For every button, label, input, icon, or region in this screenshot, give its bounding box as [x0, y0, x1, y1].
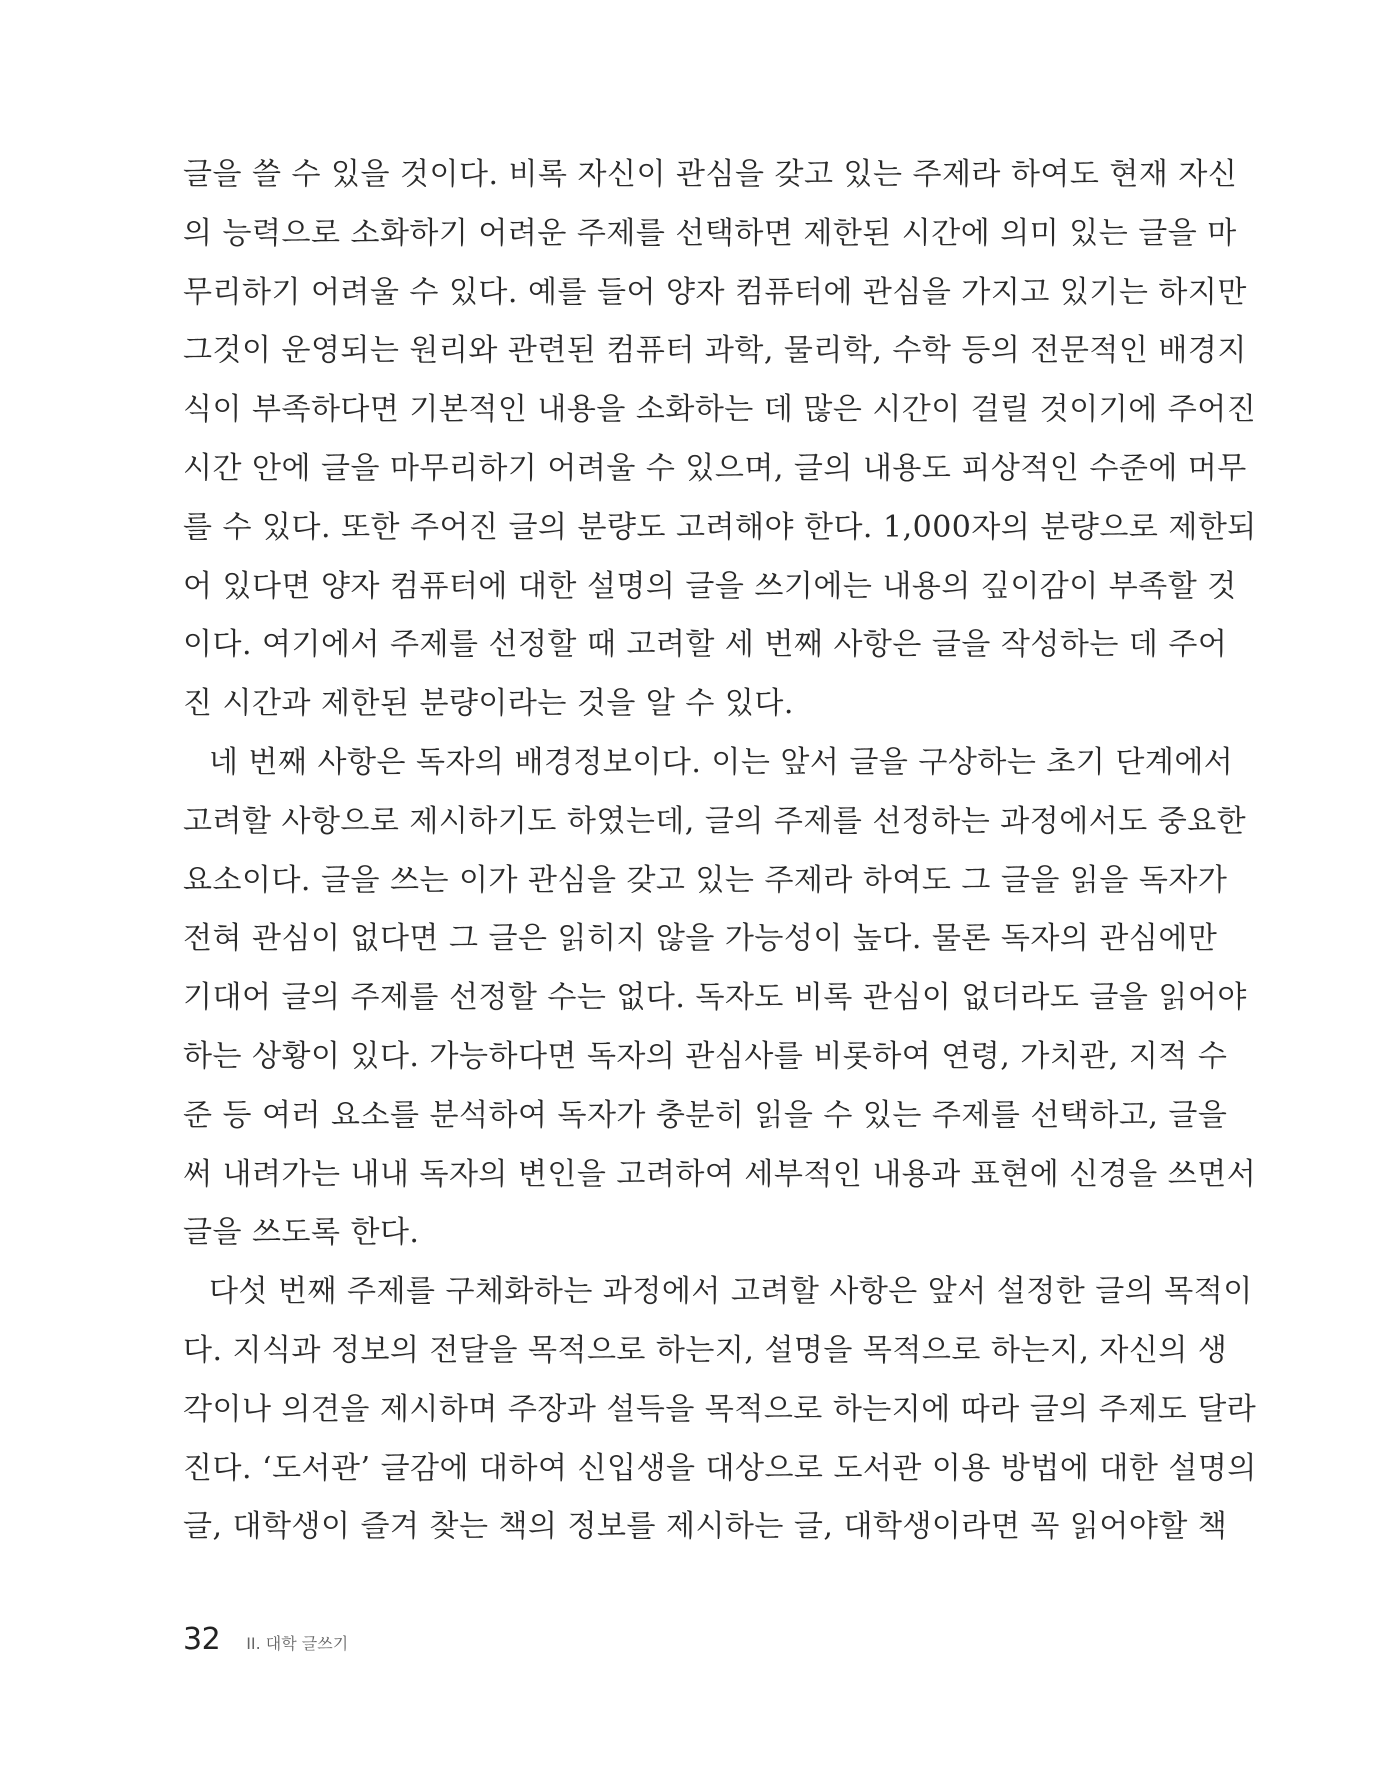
text-line: 이다. 여기에서 주제를 선정할 때 고려할 세 번째 사항은 글을 작성하는 데 주어: [183, 627, 1228, 663]
text-line: 요소이다. 글을 쓰는 이가 관심을 갖고 있는 주제라 하여도 그 글을 읽을 독자가: [183, 862, 1228, 898]
text-line: 전혀 관심이 없다면 그 글은 읽히지 않을 가능성이 높다. 물론 독자의 관심에만: [183, 921, 1218, 957]
text-line: 그것이 운영되는 원리와 관련된 컴퓨터 과학, 물리학, 수학 등의 전문적인 배경지: [183, 333, 1247, 369]
running-header: II. 대학 글쓰기: [246, 1634, 349, 1653]
text-line: 기대어 글의 주제를 선정할 수는 없다. 독자도 비록 관심이 없더라도 글을 읽어야: [183, 980, 1247, 1016]
paragraph-3: [183, 1263, 1257, 1557]
text-line: 하는 상황이 있다. 가능하다면 독자의 관심사를 비롯하여 연령, 가치관, 지적 수: [183, 1038, 1228, 1074]
text-line: 써 내려가는 내내 독자의 변인을 고려하여 세부적인 내용과 표현에 신경을 쓰면서: [183, 1156, 1257, 1192]
text-line: 각이나 의견을 제시하며 주장과 설득을 목적으로 하는지에 따라 글의 주제도 달라: [183, 1391, 1257, 1427]
text-line: 글, 대학생이 즐겨 찾는 책의 정보를 제시하는 글, 대학생이라면 꼭 읽어야할 책: [183, 1509, 1228, 1545]
text-line: 진다. ‘도서관’ 글감에 대하여 신입생을 대상으로 도서관 이용 방법에 대한 설명의: [183, 1450, 1257, 1486]
text-line: 준 등 여러 요소를 분석하여 독자가 충분히 읽을 수 있는 주제를 선택하고, 글을: [183, 1097, 1228, 1133]
text-line: 식이 부족하다면 기본적인 내용을 소화하는 데 많은 시간이 걸릴 것이기에 주어진: [183, 392, 1257, 428]
text-line: 고려할 사항으로 제시하기도 하였는데, 글의 주제를 선정하는 과정에서도 중요한: [183, 803, 1247, 839]
page-footer: [183, 1622, 348, 1662]
paragraph-2: [183, 734, 1257, 1263]
text-line: 진 시간과 제한된 분량이라는 것을 알 수 있다.: [183, 686, 794, 722]
page-body: [183, 146, 1257, 1557]
page-number: 32: [183, 1622, 221, 1657]
text-line: 를 수 있다. 또한 주어진 글의 분량도 고려해야 한다. 1,000자의 분량으로 제한되: [183, 509, 1257, 545]
text-line: 글을 쓰도록 한다.: [183, 1215, 420, 1251]
text-line: 다. 지식과 정보의 전달을 목적으로 하는지, 설명을 목적으로 하는지, 자신의 생: [183, 1332, 1228, 1368]
paragraph-1: [183, 146, 1257, 734]
text-line: 의 능력으로 소화하기 어려운 주제를 선택하면 제한된 시간에 의미 있는 글을 마: [183, 215, 1237, 251]
text-line: 다섯 번째 주제를 구체화하는 과정에서 고려할 사항은 앞서 설정한 글의 목적이: [209, 1274, 1253, 1310]
text-line: 어 있다면 양자 컴퓨터에 대한 설명의 글을 쓰기에는 내용의 깊이감이 부족할 것: [183, 568, 1237, 604]
text-line: 시간 안에 글을 마무리하기 어려울 수 있으며, 글의 내용도 피상적인 수준에 머무: [183, 450, 1247, 486]
text-line: 글을 쓸 수 있을 것이다. 비록 자신이 관심을 갖고 있는 주제라 하여도 현재 자신: [183, 157, 1238, 192]
text-line: 네 번째 사항은 독자의 배경정보이다. 이는 앞서 글을 구상하는 초기 단계에서: [209, 744, 1234, 780]
text-line: 무리하기 어려울 수 있다. 예를 들어 양자 컴퓨터에 관심을 가지고 있기는 하지만: [183, 274, 1247, 310]
